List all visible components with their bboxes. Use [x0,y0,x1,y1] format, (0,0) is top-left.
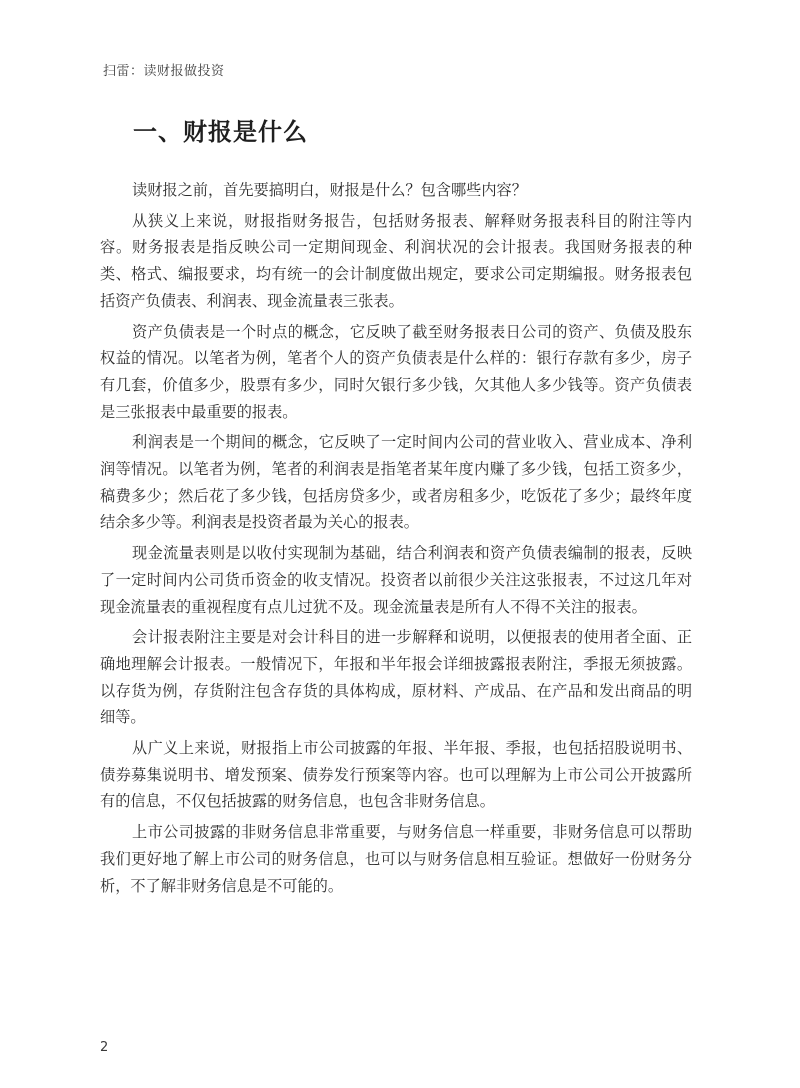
running-header: 扫雷：读财报做投资 [103,64,225,79]
paragraph-intro: 读财报之前，首先要搞明白，财报是什么？包含哪些内容？ [132,181,527,199]
body-text [100,177,692,903]
paragraph-cash-flow: 现金流量表则是以收付实现制为基础，结合利润表和资产负债表编制的报表，反映了一定时间内公司货币资金的收支情况。投资者以前很少关注这张报表，不过这几年对现金流量表的重视程度有点儿过犹不及。现金流量表是所有人不得不关注的报表。 [100,544,692,616]
paragraph-notes: 会计报表附注主要是对会计科目的进一步解释和说明，以便报表的使用者全面、正确地理解会计报表。一般情况下，年报和半年报会详细披露报表附注，季报无须披露。以存货为例，存货附注包含存货的具体构成，原材料、产成品、在产品和发出商品的明细等。 [100,628,692,727]
paragraph-narrow-definition: 从狭义上来说，财报指财务报告，包括财务报表、解释财务报表科目的附注等内容。财务报表是指反映公司一定期间现金、利润状况的会计报表。我国财务报表的种类、格式、编报要求，均有统一的会计制度做出规定，要求公司定期编报。财务报表包括资产负债表、利润表、现金流量表三张表。 [100,211,692,310]
paragraph-income-statement: 利润表是一个期间的概念，它反映了一定时间内公司的营业收入、营业成本、净利润等情况。以笔者为例，笔者的利润表是指笔者某年度内赚了多少钱，包括工资多少，稿费多少；然后花了多少钱，包括房贷多少，或者房租多少，吃饭花了多少；最终年度结余多少等。利润表是投资者最为关心的报表。 [100,433,692,532]
chapter-title: 一、财报是什么 [133,118,308,146]
paragraph-balance-sheet: 资产负债表是一个时点的概念，它反映了截至财务报表日公司的资产、负债及股东权益的情况。以笔者为例，笔者个人的资产负债表是什么样的：银行存款有多少，房子有几套，价值多少，股票有多少，同时欠银行多少钱，欠其他人多少钱等。资产负债表是三张报表中最重要的报表。 [100,322,692,421]
paragraph-non-financial: 上市公司披露的非财务信息非常重要，与财务信息一样重要，非财务信息可以帮助我们更好地了解上市公司的财务信息，也可以与财务信息相互验证。想做好一份财务分析，不了解非财务信息是不可能的。 [100,823,692,895]
paragraph-broad-definition: 从广义上来说，财报指上市公司披露的年报、半年报、季报，也包括招股说明书、债券募集说明书、增发预案、债券发行预案等内容。也可以理解为上市公司公开披露所有的信息，不仅包括披露的财务信息，也包含非财务信息。 [100,739,692,811]
page-number: 2 [100,1040,109,1055]
